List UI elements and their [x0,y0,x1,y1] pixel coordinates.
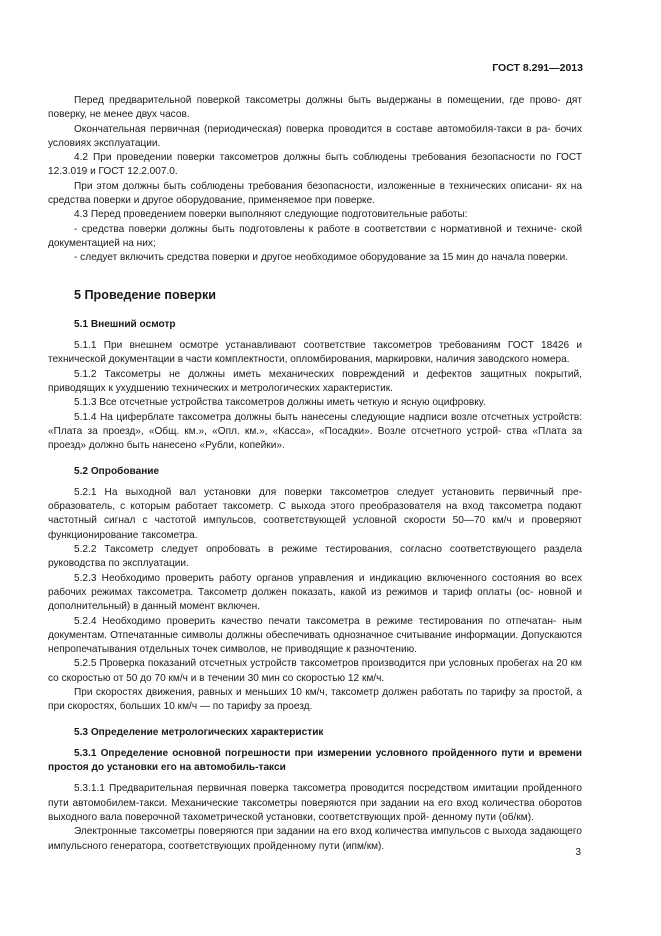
paragraph: 5.3.1.1 Предварительная первичная поверка таксометра проводится посредством имитации пройденного пути автомобилем-такси. Механические таксометры поверяются при задании на его вход количества оборотов выходного вала поверочной тахометрической установки, соответствующих прой- денному пути (об/км). [48,783,582,824]
paragraph: 5.1.1 При внешнем осмотре устанавливают соответствие таксометров требованиям ГОСТ 18426 и технической документации в части комплектности, опломбирования, маркировки, наличия заводского номера. [48,340,582,366]
intro-section [48,94,582,266]
list-item: - средства поверки должны быть подготовлены к работе в соответствии с нормативной и техниче- ской документацией на них; [48,223,582,249]
paragraph: 5.1.2 Таксометры не должны иметь механических повреждений и дефектов защитных покрытий, приводящих к ухудшению технических и метрологических характеристик. [48,368,582,395]
subsection-heading: 5.3 Определение метрологических характеристик [74,726,324,738]
paragraph: Окончательная первичная (периодическая) поверка проводится в составе автомобиля-такси в ра- бочих условиях эксплуатации. [48,123,582,149]
clause-heading: 5.3.1 Определение основной погрешности при измерении условного пройденного пути и времени простоя до установки его на автомобиль-такси [48,747,582,774]
paragraph: Перед предварительной поверкой таксометры должны быть выдержаны в помещении, где прово- дят поверку, не менее двух часов. [48,95,582,121]
page-number: 3 [575,847,581,858]
list-item: - следует включить средства поверки и другое необходимое оборудование за 15 мин до начала поверки. [74,252,569,264]
paragraph: 5.2.1 На выходной вал установки для поверки таксометров следует установить первичный пре- образователь, с которым работает таксометр. С выхода этого преобразователя на вход таксометра подают частотный сигнал с частотой импульсов, соответствующей условной скорости 50—70 км/ч и проверяют функционирование таксометра. [48,486,582,541]
subsection-heading: 5.1 Внешний осмотр [74,318,176,330]
paragraph: Электронные таксометры поверяются при задании на его вход количества импульсов с выхода задающего импульсного генератора, соответствующих пройденному пути (ипм/км). [48,826,582,852]
paragraph: 4.2 При проведении поверки таксометров должны быть соблюдены требования безопасности по ГОСТ 12.3.019 и ГОСТ 12.2.007.0. [48,152,582,178]
paragraph: 5.2.5 Проверка показаний отсчетных устройств таксометров производится при условных пробегах на 20 км со скоростью от 50 до 70 км/ч и в течении 30 мин со скоростью 12 км/ч. [48,658,582,684]
paragraph: 5.2.2 Таксометр следует опробовать в режиме тестирования, согласно соответствующего раздела руководства по эксплуатации. [48,544,582,570]
paragraph: 5.2.4 Необходимо проверить качество печати таксометра в режиме тестирования по отпечатан- ным документам. Отпечатанные символы должны обеспечивать однозначное считывание информации. Допускаются непропечатывания отдельных точек символов, не приводящие к разночтению. [48,615,582,656]
paragraph: При этом должны быть соблюдены требования безопасности, изложенные в технических описани- ях на средства поверки и другое оборудование, применяемое при поверке. [48,180,582,207]
paragraph: 4.3 Перед проведением поверки выполняют следующие подготовительные работы: [74,209,468,221]
document-body [48,94,582,854]
paragraph: При скоростях движения, равных и меньших 10 км/ч, таксометр должен работать по тарифу за простой, а при скоростях, больших 10 км/ч — по тарифу за проезд. [48,686,583,713]
subsection-heading: 5.2 Опробование [74,465,160,477]
paragraph: 5.2.3 Необходимо проверить работу органов управления и индикацию включенного состояния во всех рабочих режимах таксометра. Таксометр должен показать, какой из режимов и тариф оплаты (ос- новной и дополнительный) в данный момент включен. [48,572,582,613]
section-heading: 5 Проведение поверки [74,287,216,302]
paragraph: 5.1.3 Все отсчетные устройства таксометров должны иметь четкую и ясную оцифровку. [74,397,486,409]
document-header: ГОСТ 8.291—2013 [492,62,583,74]
paragraph: 5.1.4 На циферблате таксометра должны быть нанесены следующие надписи возле отсчетных устройств: «Плата за проезд», «Общ. км.», «Опл. км.», «Касса», «Посадки». Возле отсчетного устрой- ства «Плата за проезд» должно быть нанесено «Рубли, копейки». [48,411,583,452]
